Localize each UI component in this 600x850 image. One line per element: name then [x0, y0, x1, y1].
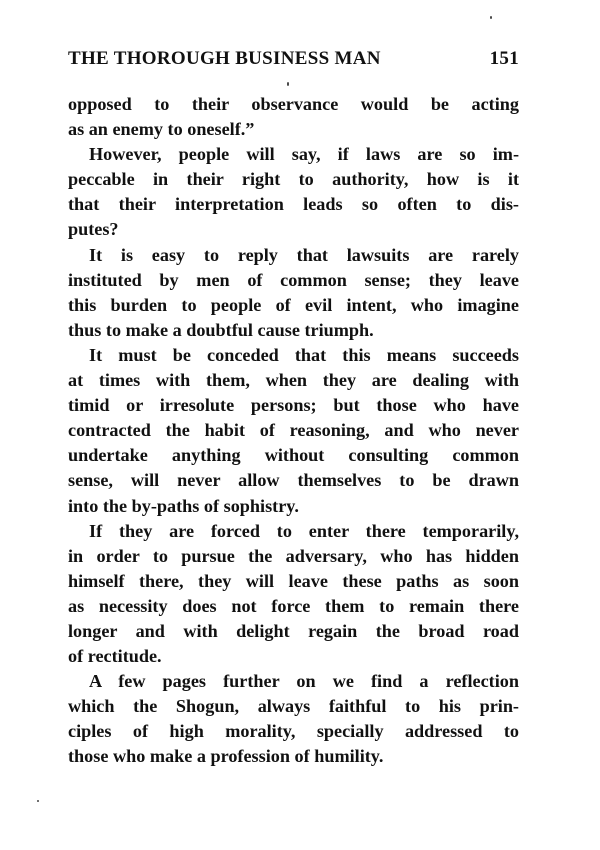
- text-line: longer and with delight regain the broad road: [68, 620, 519, 641]
- text-line: instituted by men of common sense; they leave: [68, 269, 519, 290]
- text-line: which the Shogun, always faithful to his prin-: [68, 696, 519, 717]
- scan-speck: [287, 82, 289, 86]
- text-line: himself there, they will leave these paths as soon: [68, 570, 519, 591]
- text-line: However, people will say, if laws are so im-: [89, 144, 519, 165]
- text-line: A few pages further on we find a reflection: [89, 671, 519, 692]
- text-line: undertake anything without consulting common: [68, 445, 519, 466]
- page-number: 151: [489, 48, 519, 69]
- text-line: opposed to their observance would be acting: [68, 94, 519, 114]
- text-line: sense, will never allow themselves to be drawn: [68, 470, 519, 491]
- text-line: that their interpretation leads so often to dis-: [68, 194, 519, 215]
- text-line: If they are forced to enter there temporarily,: [89, 520, 519, 541]
- scan-speck: [490, 16, 492, 19]
- text-line: this burden to people of evil intent, who imagine: [68, 294, 519, 315]
- text-line: peccable in their right to authority, how is it: [68, 169, 519, 190]
- text-line: putes?: [68, 219, 119, 240]
- text-line: contracted the habit of reasoning, and who never: [68, 420, 519, 441]
- page-body-text: [68, 92, 519, 770]
- running-title: THE THOROUGH BUSINESS MAN: [68, 48, 381, 69]
- text-line: timid or irresolute persons; but those who have: [68, 395, 519, 416]
- running-header: [68, 48, 519, 70]
- text-line: as necessity does not force them to remain there: [68, 595, 519, 616]
- text-line: those who make a profession of humility.: [68, 746, 384, 767]
- text-line: It must be conceded that this means succeeds: [89, 344, 519, 365]
- text-line: as an enemy to oneself.”: [68, 119, 255, 140]
- text-line: It is easy to reply that lawsuits are rarely: [89, 244, 519, 265]
- text-line: ciples of high morality, specially addressed to: [68, 721, 519, 742]
- scan-speck: [37, 800, 39, 802]
- text-line: into the by-paths of sophistry.: [68, 495, 299, 516]
- text-line: in order to pursue the adversary, who has hidden: [68, 545, 519, 566]
- text-line: of rectitude.: [68, 646, 162, 667]
- text-line: thus to make a doubtful cause triumph.: [68, 319, 374, 340]
- text-line: at times with them, when they are dealing with: [68, 370, 519, 391]
